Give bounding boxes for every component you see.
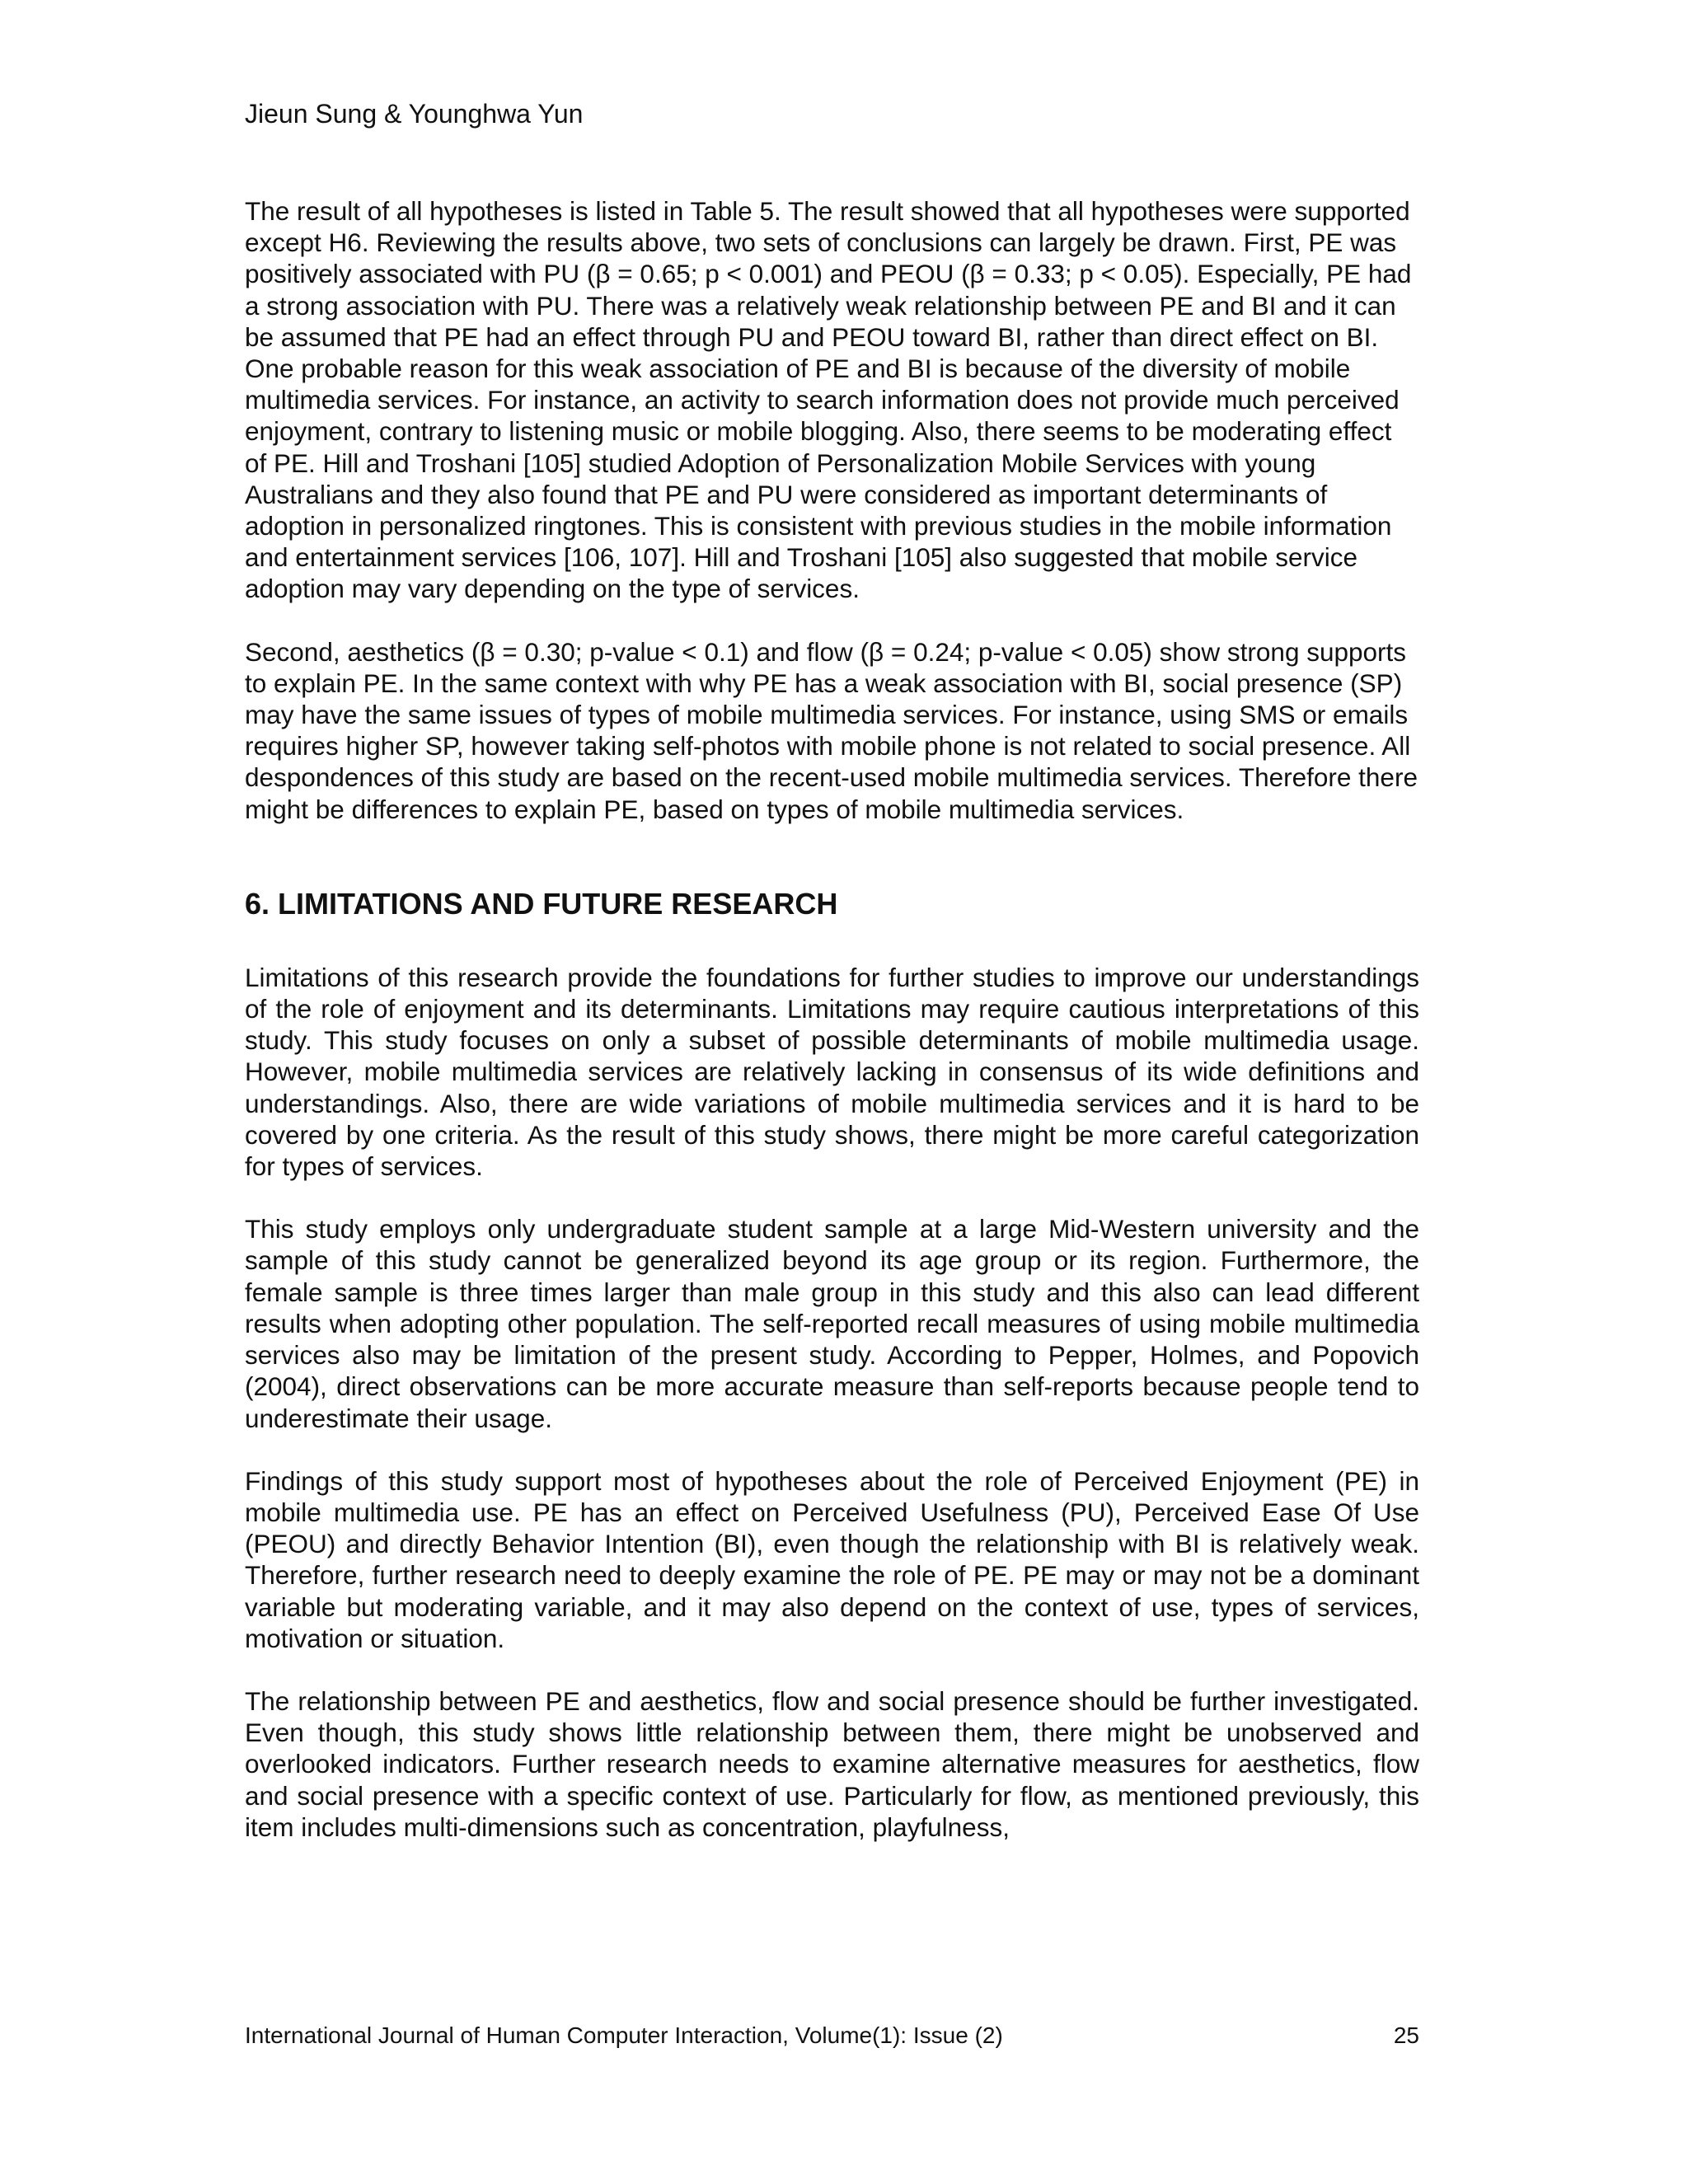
footer-journal-citation: International Journal of Human Computer Interaction, Volume(1): Issue (2) (245, 2022, 1003, 2048)
section-heading-limitations: 6. LIMITATIONS AND FUTURE RESEARCH (245, 886, 838, 921)
paragraph-aesthetics-flow: Second, aesthetics (β = 0.30; p-value < 0.1) and flow (β = 0.24; p-value < 0.05) show strong supports to explain PE. In the same context with why PE has a weak association with BI, social presence (SP) may have the same issues of types of mobile multimedia services. For instance, using SMS or emails requires higher SP, however taking self-photos with mobile phone is not related to social presence. All despondences of this study are based on the recent-used mobile multimedia services. Therefore there might be differences to explain PE, based on types of mobile multimedia services. (245, 636, 1418, 824)
paragraph-sample: This study employs only undergraduate student sample at a large Mid-Western university and the sample of this study cannot be generalized beyond its age group or its region. Furthermore, the female sample is three times larger than male group in this study and this also can lead different results when adopting other population. The self-reported recall measures of using mobile multimedia services also may be limitation of the present study. According to Pepper, Holmes, and Popovich (2004), direct observations can be more accurate measure than self-reports because people tend to underestimate their usage. (245, 1214, 1419, 1433)
paragraph-limitations: Limitations of this research provide the foundations for further studies to improve our understandings of the role of enjoyment and its determinants. Limitations may require cautious interpretations of this study. This study focuses on only a subset of possible determinants of mobile multimedia usage. However, mobile multimedia services are relatively lacking in consensus of its wide definitions and understandings. Also, there are wide variations of mobile multimedia services and it is hard to be covered by one criteria. As the result of this study shows, there might be more careful categorization for types of services. (245, 962, 1419, 1182)
running-header-authors: Jieun Sung & Younghwa Yun (245, 99, 584, 129)
body-text (245, 195, 1419, 1874)
footer-page-number: 25 (1393, 2022, 1419, 2048)
paragraph-future-research: The relationship between PE and aesthetics, flow and social presence should be further investigated. Even though, this study shows little relationship between them, there might be unobserved and overlooked indicators. Further research needs to examine alternative measures for aesthetics, flow and social presence with a specific context of use. Particularly for flow, as mentioned previously, this item includes multi-dimensions such as concentration, playfulness, (245, 1685, 1419, 1842)
paragraph-findings: Findings of this study support most of hypotheses about the role of Perceived Enjoyment (PE) in mobile multimedia use. PE has an effect on Perceived Usefulness (PU), Perceived Ease Of Use (PEOU) and directly Behavior Intention (BI), even though the relationship with BI is relatively weak. Therefore, further research need to deeply examine the role of PE. PE may or may not be a dominant variable but moderating variable, and it may also depend on the context of use, types of services, motivation or situation. (245, 1465, 1419, 1653)
paragraph-results-summary: The result of all hypotheses is listed in Table 5. The result showed that all hypotheses were supported except H6. Reviewing the results above, two sets of conclusions can largely be drawn. First, PE was positively associated with PU (β = 0.65; p < 0.001) and PEOU (β = 0.33; p < 0.05). Especially, PE had a strong association with PU. There was a relatively weak relationship between PE and BI and it can be assumed that PE had an effect through PU and PEOU toward BI, rather than direct effect on BI. One probable reason for this weak association of PE and BI is because of the diversity of mobile multimedia services. For instance, an activity to search information does not provide much perceived enjoyment, contrary to listening music or mobile blogging. Also, there seems to be moderating effect of PE. Hill and Troshani [105] studied Adoption of Personalization Mobile Services with young Australians and they also found that PE and PU were considered as important determinants of adoption in personalized ringtones. This is consistent with previous studies in the mobile information and entertainment services [106, 107]. Hill and Troshani [105] also suggested that mobile service adoption may vary depending on the type of services. (245, 196, 1412, 604)
